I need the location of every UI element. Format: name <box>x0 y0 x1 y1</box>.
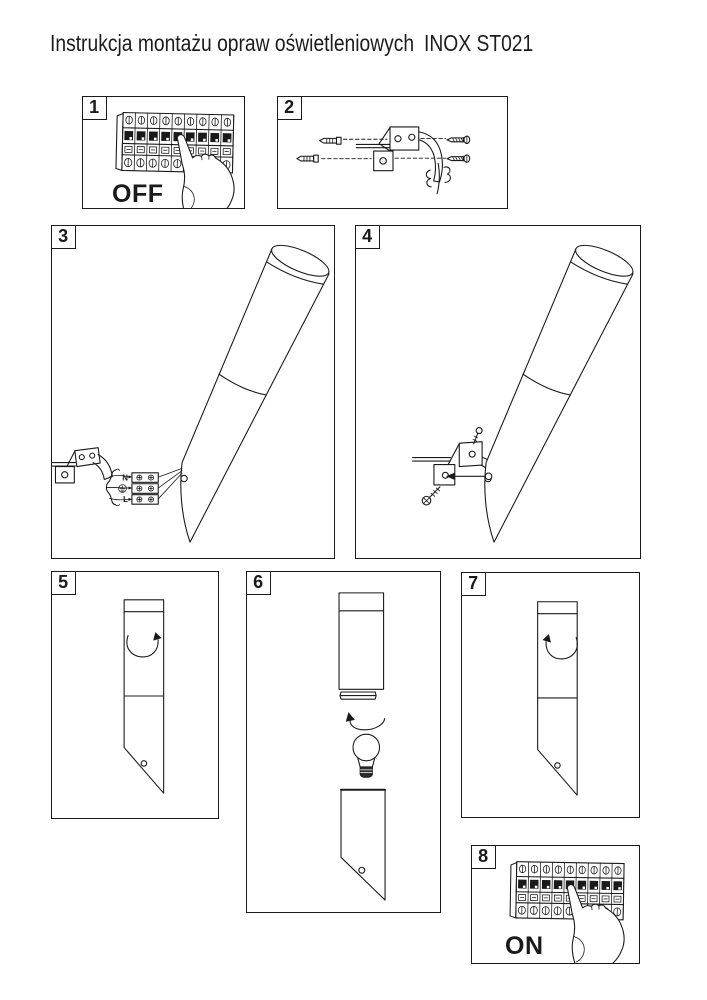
breaker-off-drawing <box>83 97 244 208</box>
step-number: 1 <box>89 97 100 118</box>
bulb-replacement-drawing <box>247 572 440 912</box>
mains-cable-lines <box>413 458 451 461</box>
terminal-label-neutral: N <box>122 473 128 483</box>
lamp-bottom-section <box>341 790 385 900</box>
wiring-drawing <box>52 226 334 558</box>
step-panel-4 <box>355 225 641 559</box>
cable-clip-icon <box>426 163 450 193</box>
screw-icon <box>447 155 470 162</box>
earth-symbol-icon <box>119 485 127 493</box>
breaker-state-label: OFF <box>112 180 164 208</box>
product-model: INOX ST021 <box>423 30 534 56</box>
page-title <box>50 30 533 57</box>
step-panel-6 <box>246 571 441 913</box>
lamp-wires <box>158 468 182 499</box>
screw-icon <box>422 487 440 505</box>
unscrew-top-drawing <box>52 572 218 818</box>
terminal-label-line: L <box>123 495 128 505</box>
step-number: 8 <box>478 846 489 867</box>
step-number-badge <box>471 845 496 869</box>
step-number-badge <box>246 571 271 595</box>
step-panel-8 <box>471 845 640 964</box>
step-number: 2 <box>284 97 295 118</box>
step-number: 4 <box>362 226 373 247</box>
lamp-top-section <box>339 593 384 699</box>
bracket-mounting-drawing <box>278 97 507 208</box>
bracket-arm <box>419 132 443 182</box>
step-panel-5 <box>51 571 219 819</box>
step-number-badge <box>82 96 107 120</box>
step-number-badge <box>355 225 380 249</box>
breaker-state-label: ON <box>505 932 544 960</box>
step-number: 6 <box>253 572 264 593</box>
mains-cable-lines <box>52 463 75 466</box>
screw-thread <box>340 692 376 699</box>
step-number: 3 <box>58 226 69 247</box>
wall-bracket-drawing <box>52 448 112 483</box>
screw-icon <box>447 136 470 143</box>
step-panel-7 <box>461 572 640 818</box>
step-number: 7 <box>468 573 479 594</box>
step-panel-2 <box>277 96 508 209</box>
wall-bracket-drawing <box>434 442 482 485</box>
screw-top-back-drawing <box>462 573 639 817</box>
step-number-badge <box>461 572 486 596</box>
step-number-badge <box>51 225 76 249</box>
wall-anchor-icon <box>320 137 341 144</box>
wall-anchor-icon <box>297 155 318 162</box>
rotation-arrow-icon <box>346 712 385 730</box>
fixing-drawing <box>356 226 640 558</box>
step-panel-3 <box>51 225 335 559</box>
step-number-badge <box>51 571 76 595</box>
step-panel-1 <box>82 96 245 209</box>
breaker-on-drawing <box>472 846 639 963</box>
step-number: 5 <box>58 572 69 593</box>
step-number-badge <box>277 96 302 120</box>
title-text: Instrukcja montażu opraw oświetleniowych <box>50 30 415 56</box>
wall-bracket-drawing <box>356 127 450 194</box>
light-bulb-icon <box>353 734 380 777</box>
terminal-block-drawing <box>119 473 159 504</box>
